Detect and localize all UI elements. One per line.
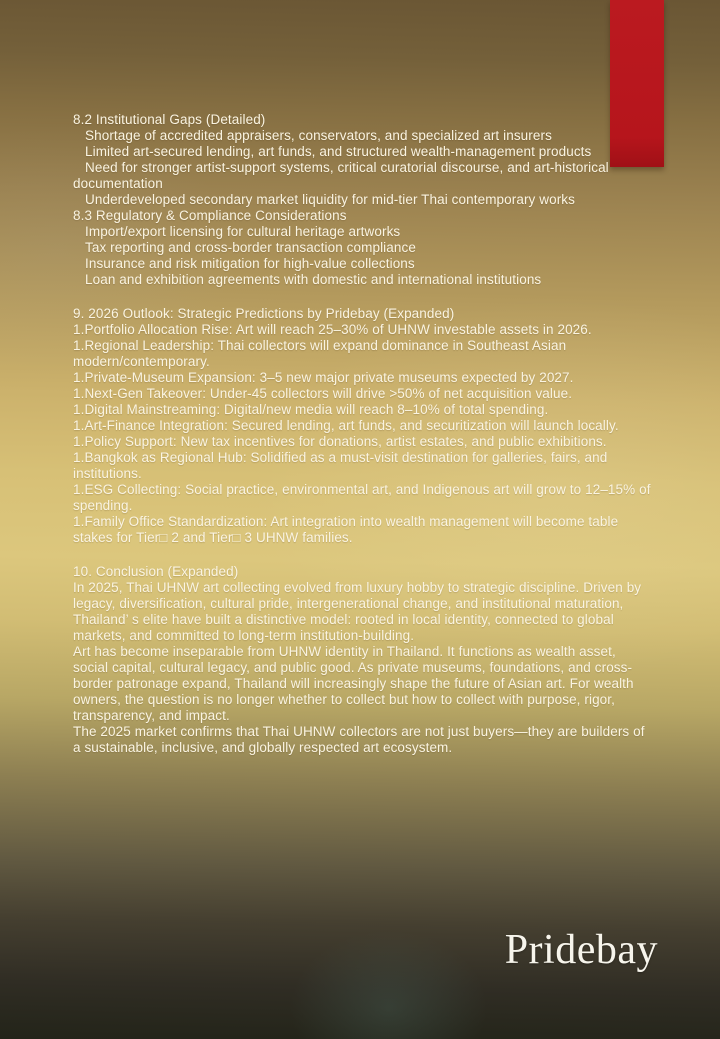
list-item: 1.Regional Leadership: Thai collectors will expand dominance in Southeast Asian modern/contemporary. bbox=[73, 338, 567, 369]
list-item: 1.Family Office Standardization: Art integration into wealth management will become table stakes for Tier□ 2 and Tier□ 3 UHNW families. bbox=[73, 514, 619, 545]
section-heading-8-2: 8.2 Institutional Gaps (Detailed) bbox=[73, 112, 266, 127]
conclusion-paragraph: The 2025 market confirms that Thai UHNW collectors are not just buyers—they are builders of a sustainable, inclusive, and globally respected art ecosystem. bbox=[73, 724, 645, 755]
list-item: 1.Bangkok as Regional Hub: Solidified as a must-visit destination for galleries, fairs, and institutions. bbox=[73, 450, 608, 481]
section-heading-8-3: 8.3 Regulatory & Compliance Considerations bbox=[73, 208, 347, 223]
section-heading-9: 9. 2026 Outlook: Strategic Predictions by Pridebay (Expanded) bbox=[73, 306, 455, 321]
document-content bbox=[73, 112, 651, 756]
list-item: 1.Next-Gen Takeover: Under-45 collectors will drive >50% of net acquisition value. bbox=[73, 386, 573, 401]
list-item: 1.ESG Collecting: Social practice, environmental art, and Indigenous art will grow to 12–15% of spending. bbox=[73, 482, 651, 513]
pridebay-logo: Pridebay bbox=[504, 927, 658, 973]
bullet-line: Shortage of accredited appraisers, conservators, and specialized art insurers bbox=[85, 128, 552, 143]
conclusion-paragraph: Art has become inseparable from UHNW identity in Thailand. It functions as wealth asset, social capital, cultural legacy, and public good. As private museums, foundations, and cross-border patronage expand, Thailand will increasingly shape the future of Asian art. For wealth owners, the question is no longer whether to collect but how to collect with purpose, rigor, transparency, and impact. bbox=[73, 644, 634, 723]
bullet-line: Limited art-secured lending, art funds, and structured wealth-management products bbox=[85, 144, 592, 159]
list-item: 1.Portfolio Allocation Rise: Art will reach 25–30% of UHNW investable assets in 2026. bbox=[73, 322, 592, 337]
conclusion-paragraph: In 2025, Thai UHNW art collecting evolved from luxury hobby to strategic discipline. Driven by legacy, diversification, cultural pride, intergenerational change, and institutional maturation, Thailand’ s elite have built a distinctive model: rooted in local identity, connected to global markets, and committed to long-term institution-building. bbox=[73, 580, 642, 643]
bullet-line: Loan and exhibition agreements with domestic and international institutions bbox=[85, 272, 542, 287]
bullet-line: Underdeveloped secondary market liquidity for mid-tier Thai contemporary works bbox=[85, 192, 576, 207]
list-item: 1.Digital Mainstreaming: Digital/new media will reach 8–10% of total spending. bbox=[73, 402, 549, 417]
bullet-line: Tax reporting and cross-border transaction compliance bbox=[85, 240, 416, 255]
list-item: 1.Private-Museum Expansion: 3–5 new major private museums expected by 2027. bbox=[73, 370, 574, 385]
list-item: 1.Art-Finance Integration: Secured lending, art funds, and securitization will launch locally. bbox=[73, 418, 619, 433]
section-heading-10: 10. Conclusion (Expanded) bbox=[73, 564, 239, 579]
list-item: 1.Policy Support: New tax incentives for donations, artist estates, and public exhibitions. bbox=[73, 434, 607, 449]
bullet-line: Import/export licensing for cultural heritage artworks bbox=[85, 224, 401, 239]
bullet-line: Need for stronger artist-support systems, critical curatorial discourse, and art-historical documentation bbox=[73, 160, 609, 191]
bullet-line: Insurance and risk mitigation for high-value collections bbox=[85, 256, 415, 271]
